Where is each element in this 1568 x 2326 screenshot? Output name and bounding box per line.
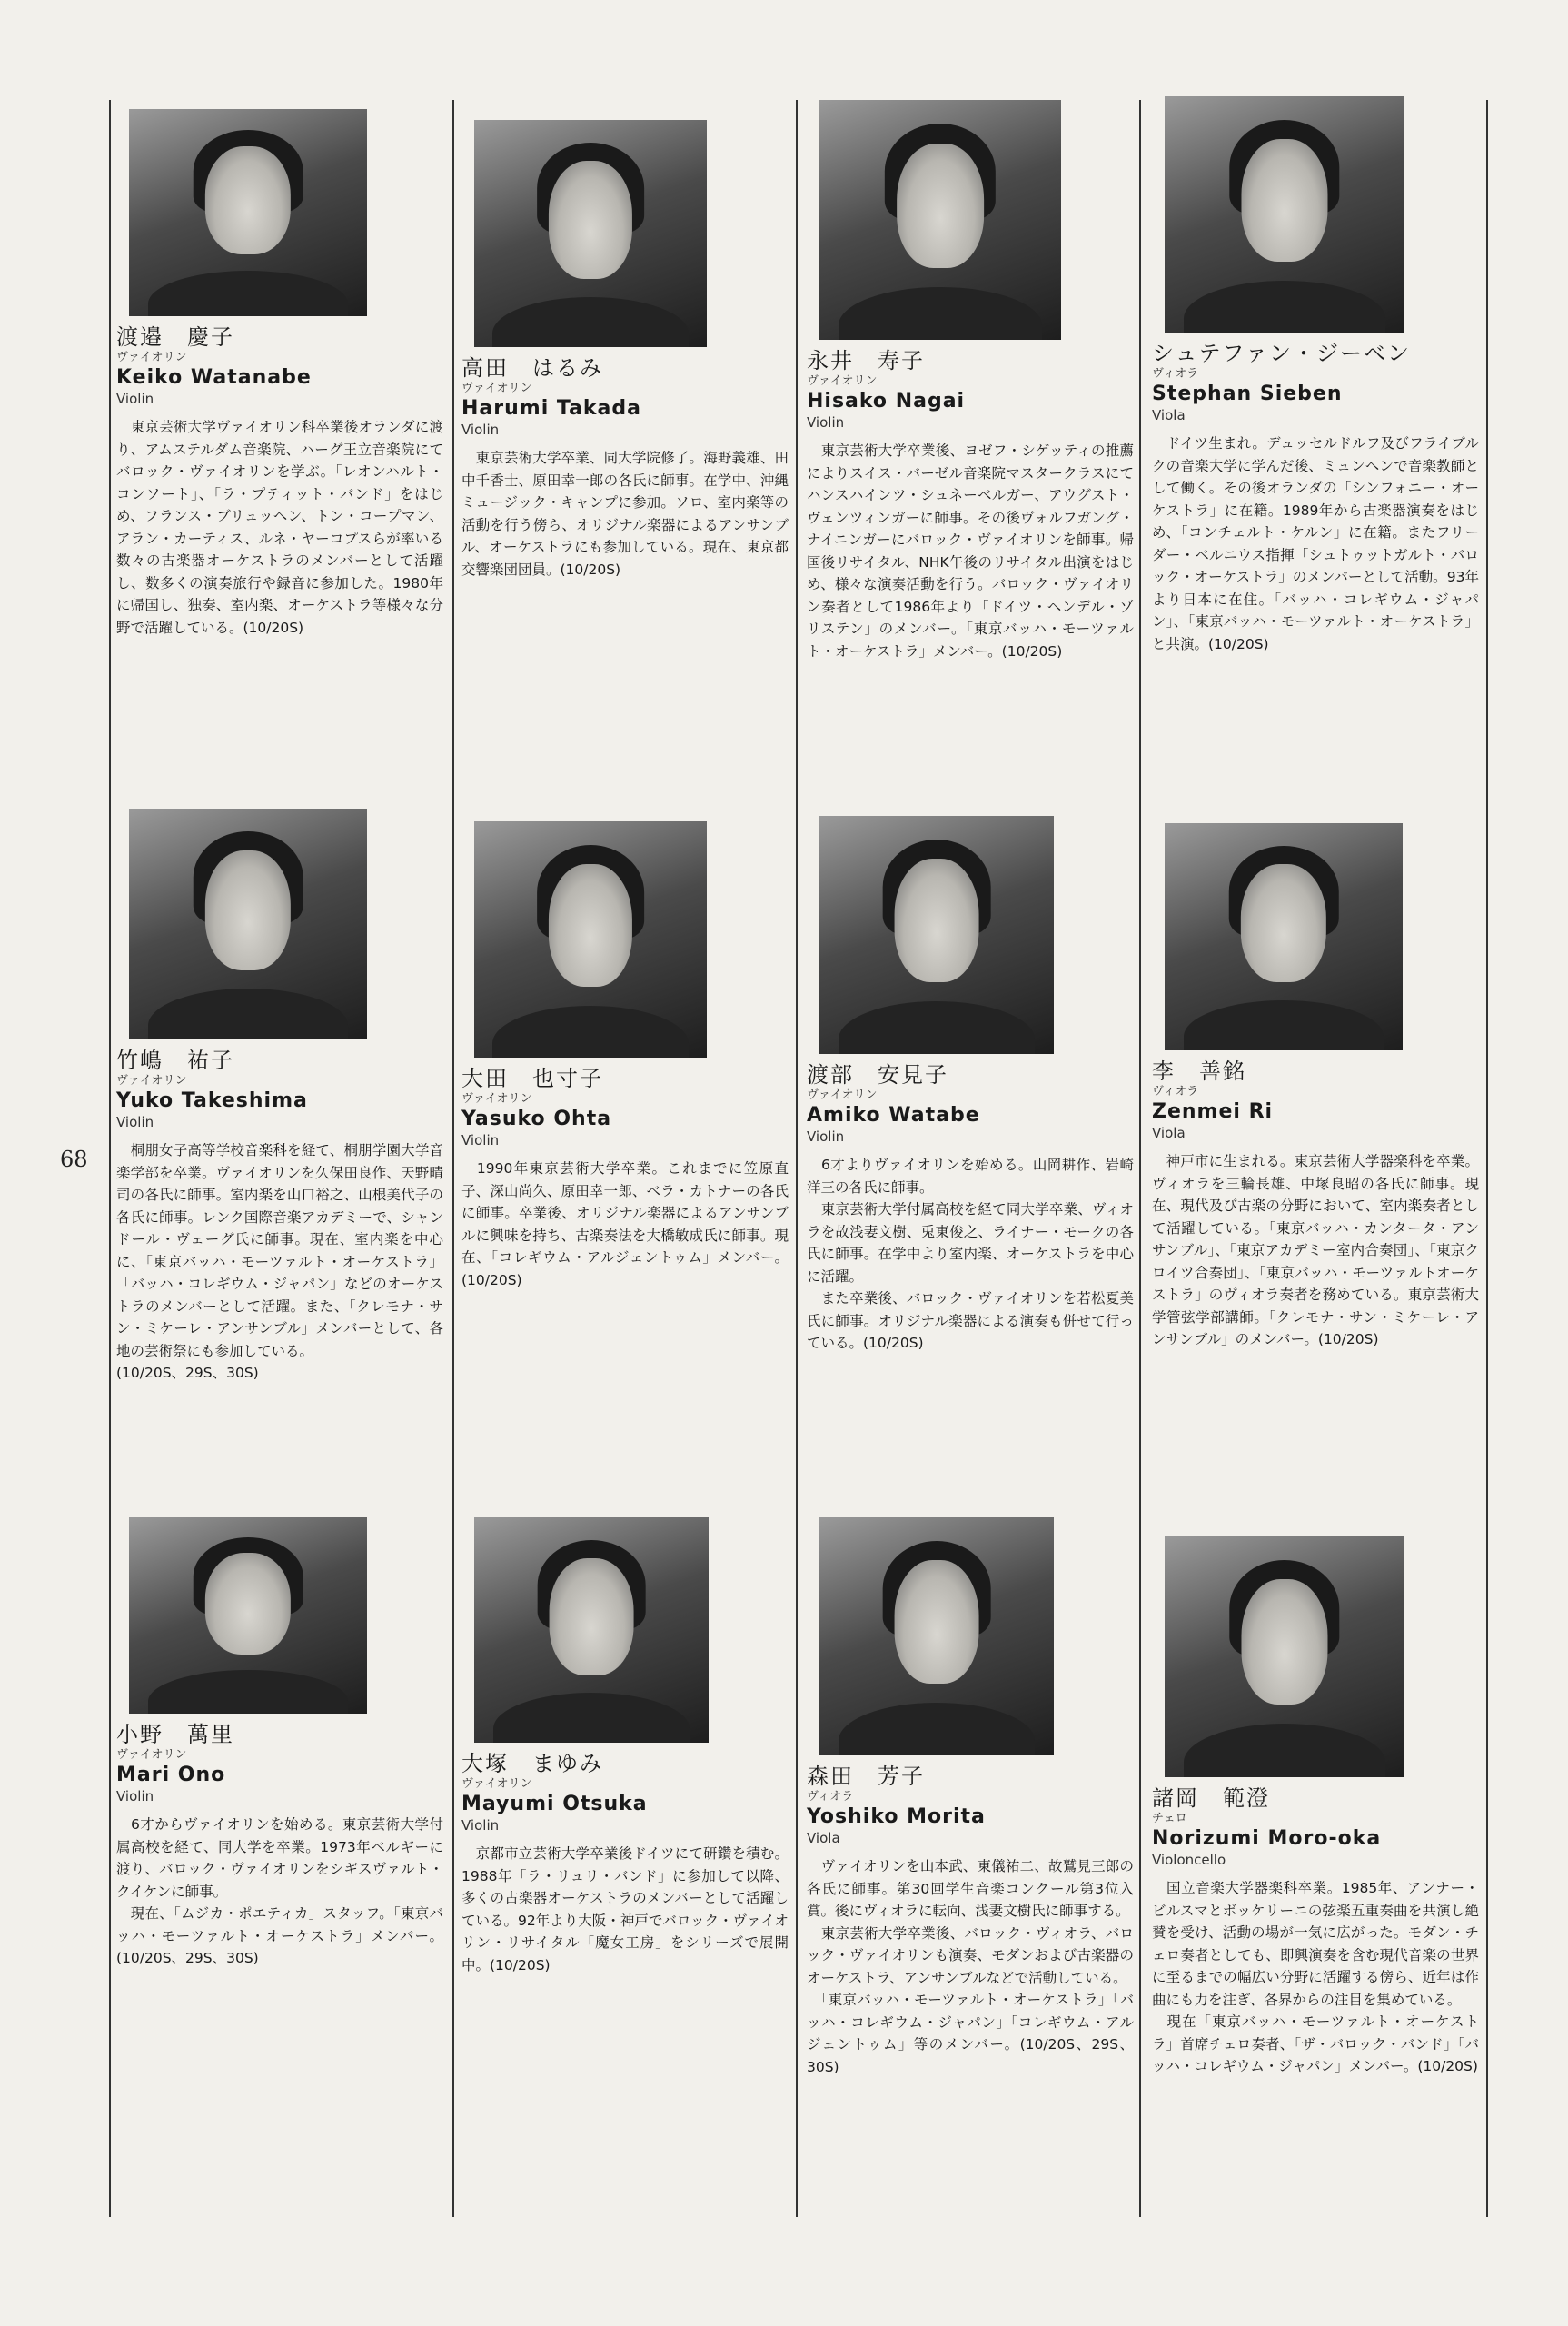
profile-card xyxy=(107,1517,452,2271)
musician-name-english: Zenmei Ri xyxy=(1152,1100,1274,1123)
portrait-photo xyxy=(474,821,707,1058)
musician-name-english: Hisako Nagai xyxy=(807,390,966,413)
profile-card xyxy=(1143,1517,1488,2271)
biography: 6才よりヴァイオリンを始める。山岡耕作、岩崎洋三の各氏に師事。 東京芸術大学付属高校を経て同大学卒業、ヴィオラを故浅妻文樹、兎東俊之、ライナー・モークの各氏に師事。在学中より室内楽、オーケストラを中心に活躍。 また卒業後、バロック・ヴァイオリンを若松夏美氏に師事。オリジナル楽器による演奏も併せて行っている。(10/20S) xyxy=(807,1157,1134,1351)
instrument-english: Violin xyxy=(461,1132,500,1148)
profile-card xyxy=(1143,91,1488,809)
profile-card xyxy=(798,91,1143,809)
portrait-photo xyxy=(1165,1536,1404,1777)
instrument-japanese: ヴァイオリン xyxy=(116,1748,187,1762)
profile-card xyxy=(452,809,798,1517)
musician-name-japanese: 大塚 まゆみ xyxy=(461,1751,603,1776)
instrument-english: Violin xyxy=(461,422,500,438)
musician-name-japanese: シュテファン・ジーベン xyxy=(1152,341,1412,366)
portrait-photo xyxy=(474,120,707,347)
instrument-english: Viola xyxy=(1152,407,1186,423)
musician-name-japanese: 渡邉 慶子 xyxy=(116,324,234,350)
instrument-japanese: ヴィオラ xyxy=(1152,1085,1199,1098)
instrument-english: Viola xyxy=(1152,1125,1186,1141)
biography: 東京芸術大学ヴァイオリン科卒業後オランダに渡り、アムステルダム音楽院、ハーグ王立音楽院にてバロック・ヴァイオリンを学ぶ。「レオンハルト・コンソート」、「ラ・プティット・バンド」をはじめ、フランス・ブリュッヘン、トン・コープマン、アラン・カーティス、ルネ・ヤーコプスらが率いる数々の古楽器オーケストラのメンバーとして活躍し、数多くの演奏旅行や録音に参加した。1980年に帰国し、独奏、室内楽、オーケストラ等様々な分野で活躍している。(10/20S) xyxy=(116,419,443,636)
profile-card xyxy=(107,91,452,809)
portrait-photo xyxy=(819,1517,1054,1755)
musician-name-japanese: 李 善銘 xyxy=(1152,1059,1246,1084)
profile-card xyxy=(1143,809,1488,1517)
instrument-japanese: ヴァイオリン xyxy=(116,351,187,364)
instrument-english: Viola xyxy=(807,1830,840,1846)
musician-name-japanese: 渡部 安見子 xyxy=(807,1062,948,1088)
profile-card xyxy=(798,809,1143,1517)
instrument-japanese: チェロ xyxy=(1152,1812,1187,1825)
portrait-photo xyxy=(819,816,1054,1054)
biography: 神戸市に生まれる。東京芸術大学器楽科を卒業。ヴィオラを三輪長雄、中塚良昭の各氏に師事。現在、現代及び古楽の分野において、室内楽奏者として活躍している。「東京バッハ・カンタータ・アンサンブル」、「東京アカデミー室内合奏団」、「東京クロイツ合奏団」、「東京バッハ・モーツァルトオーケストラ」のヴィオラ奏者を務めている。東京芸術大学管弦学部講師。「クレモナ・サン・ミケーレ・アンサンブル」のメンバー。(10/20S) xyxy=(1152,1153,1479,1347)
instrument-japanese: ヴァイオリン xyxy=(807,374,878,388)
musician-name-english: Norizumi Moro-oka xyxy=(1152,1827,1382,1850)
musician-name-japanese: 高田 はるみ xyxy=(461,355,603,381)
musician-name-english: Keiko Watanabe xyxy=(116,366,312,389)
portrait-photo xyxy=(129,109,367,316)
biography: 6才からヴァイオリンを始める。東京芸術大学付属高校を経て、同大学を卒業。1973年ベルギーに渡り、バロック・ヴァイオリンをシギスヴァルト・クイケンに師事。 現在、「ムジカ・ポエティカ」スタッフ。「東京バッハ・モーツァルト・オーケストラ」メンバー。(10/20S、29S、30S) xyxy=(116,1816,443,1966)
instrument-english: Violin xyxy=(807,414,845,431)
musician-name-japanese: 小野 萬里 xyxy=(116,1722,234,1747)
portrait-photo xyxy=(129,809,367,1039)
instrument-japanese: ヴィオラ xyxy=(1152,367,1199,381)
musician-name-english: Stephan Sieben xyxy=(1152,383,1343,405)
profile-grid xyxy=(107,91,1488,2271)
musician-name-english: Mayumi Otsuka xyxy=(461,1793,648,1815)
instrument-japanese: ヴァイオリン xyxy=(461,1092,532,1106)
musician-name-english: Amiko Watabe xyxy=(807,1104,980,1127)
instrument-japanese: ヴァイオリン xyxy=(461,382,532,395)
biography: ヴァイオリンを山本武、東儀祐二、故鷲見三郎の各氏に師事。第30回学生音楽コンクール第3位入賞。後にヴィオラに転向、浅妻文樹氏に師事する。 東京芸術大学卒業後、バロック・ヴィオラ、バロック・ヴァイオリンも演奏、モダンおよび古楽器のオーケストラ、アンサンブルなどで活動している。 「東京バッハ・モーツァルト・オーケストラ」「バッハ・コレギウム・ジャパン」「コレギウム・アルジェントゥム」等のメンバー。(10/20S、29S、30S) xyxy=(807,1858,1134,2075)
musician-name-japanese: 竹嶋 祐子 xyxy=(116,1048,234,1073)
profile-card xyxy=(452,1517,798,2271)
profile-card xyxy=(798,1517,1143,2271)
instrument-english: Violin xyxy=(116,391,154,407)
portrait-photo xyxy=(1165,823,1403,1050)
biography: 東京芸術大学卒業、同大学院修了。海野義雄、田中千香士、原田幸一郎の各氏に師事。在学中、沖縄ミュージック・キャンプに参加。ソロ、室内楽等の活動を行う傍ら、オリジナル楽器によるアンサンブル、オーケストラにも参加している。現在、東京都交響楽団団員。(10/20S) xyxy=(461,450,789,578)
biography: 1990年東京芸術大学卒業。これまでに笠原直子、深山尚久、原田幸一郎、ベラ・カトナーの各氏に師事。卒業後、オリジナル楽器によるアンサンブルに興味を持ち、古楽奏法を大橋敏成氏に師事。現在、「コレギウム・アルジェントゥム」メンバー。(10/20S) xyxy=(461,1160,789,1288)
instrument-japanese: ヴァイオリン xyxy=(807,1088,878,1102)
musician-name-english: Mari Ono xyxy=(116,1764,226,1786)
portrait-photo xyxy=(1165,96,1404,333)
instrument-japanese: ヴァイオリン xyxy=(116,1074,187,1088)
instrument-japanese: ヴァイオリン xyxy=(461,1777,532,1791)
musician-name-english: Yuko Takeshima xyxy=(116,1089,308,1112)
instrument-english: Violoncello xyxy=(1152,1852,1226,1868)
musician-name-english: Harumi Takada xyxy=(461,397,641,420)
instrument-english: Violin xyxy=(461,1817,500,1834)
instrument-japanese: ヴィオラ xyxy=(807,1790,854,1804)
biography: 桐朋女子高等学校音楽科を経て、桐朋学園大学音楽学部を卒業。ヴァイオリンを久保田良作、天野晴司の各氏に師事。室内楽を山口裕之、山根美代子の各氏に師事。レンク国際音楽アカデミーで、シャンドール・ヴェーグ氏に師事。現在、室内楽を中心に、「東京バッハ・モーツァルト・オーケストラ」「バッハ・コレギウム・ジャパン」などのオーケストラのメンバーとして活躍。また、「クレモナ・サン・ミケーレ・アンサンブル」メンバーとして、各地の芸術祭にも参加している。 (10/20S、29S、30S) xyxy=(116,1142,443,1381)
profile-card xyxy=(452,91,798,809)
instrument-english: Violin xyxy=(116,1788,154,1804)
biography: 京都市立芸術大学卒業後ドイツにて研鑽を積む。1988年「ラ・リュリ・バンド」に参加して以降、多くの古楽器オーケストラのメンバーとして活躍している。92年より大阪・神戸でバロック・ヴァイオリン・リサイタル「魔女工房」をシリーズで展開中。(10/20S) xyxy=(461,1845,789,1973)
musician-name-japanese: 永井 寿子 xyxy=(807,348,925,373)
musician-name-english: Yoshiko Morita xyxy=(807,1805,986,1828)
portrait-photo xyxy=(819,100,1061,340)
biography: 国立音楽大学器楽科卒業。1985年、アンナー・ビルスマとボッケリーニの弦楽五重奏曲を共演し絶賛を受け、活動の場が一気に広がった。モダン・チェロ奏者としても、即興演奏を含む現代音楽の世界に至るまでの幅広い分野に活躍する傍ら、近年は作曲にも力を注ぎ、各界からの注目を集めている。 現在「東京バッハ・モーツァルト・オーケストラ」首席チェロ奏者、「ザ・バロック・バンド」「バッハ・コレギウム・ジャパン」メンバー。(10/20S) xyxy=(1152,1880,1479,2074)
biography: 東京芸術大学卒業後、ヨゼフ・シゲッティの推薦によりスイス・バーゼル音楽院マスタークラスにてハンスハインツ・シュネーベルガー、アウグスト・ヴェンツィンガーに師事。その後ヴォルフガング・ナイニンガーにバロック・ヴァイオリンを師事。帰国後リサイタル、NHK午後のリサイタル出演をはじめ、様々な演奏活動を行う。バロック・ヴァイオリン奏者として1986年より「ドイツ・ヘンデル・ゾリステン」のメンバー。「東京バッハ・モーツァルト・オーケストラ」メンバー。(10/20S) xyxy=(807,442,1134,660)
page-number: 68 xyxy=(60,1147,88,1172)
portrait-photo xyxy=(474,1517,709,1743)
profile-card xyxy=(107,809,452,1517)
musician-name-japanese: 大田 也寸子 xyxy=(461,1066,603,1091)
musician-name-english: Yasuko Ohta xyxy=(461,1108,612,1130)
musician-name-japanese: 諸岡 範澄 xyxy=(1152,1785,1270,1811)
portrait-photo xyxy=(129,1517,367,1714)
musician-name-japanese: 森田 芳子 xyxy=(807,1764,925,1789)
instrument-english: Violin xyxy=(807,1128,845,1145)
biography: ドイツ生まれ。デュッセルドルフ及びフライブルクの音楽大学に学んだ後、ミュンヘンで音楽教師として働く。その後オランダの「シンフォニー・オーケストラ」に在籍。1989年から古楽器演奏をはじめ、「コンチェルト・ケルン」に在籍。またフリーダー・ベルニウス指揮「シュトゥットガルト・バロック・オーケストラ」のメンバーとして活動。93年より日本に在住。「バッハ・コレギウム・ジャパン」、「東京バッハ・モーツァルト・オーケストラ」と共演。(10/20S) xyxy=(1152,435,1479,652)
instrument-english: Violin xyxy=(116,1114,154,1130)
